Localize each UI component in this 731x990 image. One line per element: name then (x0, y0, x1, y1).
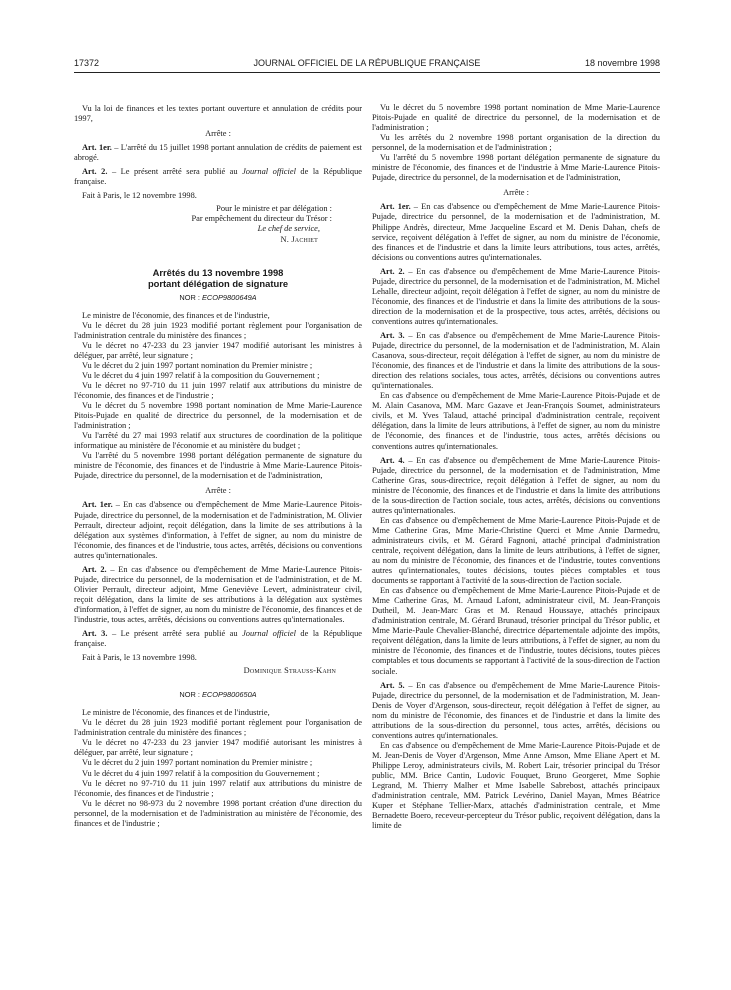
article-label: Art. 1er. (82, 143, 112, 153)
paragraph: Vu l'arrêté du 27 mai 1993 relatif aux structures de coordination de la politique informatique au ministère de l'économie et au ministère du budget ; (74, 431, 362, 451)
article-4 (372, 456, 660, 516)
paragraph: Vu le décret no 97-710 du 11 juin 1997 relatif aux attributions du ministre de l'économie, des finances et de l'industrie ; (74, 778, 362, 798)
journal-name: Journal officiel (242, 167, 296, 177)
nor-reference (74, 293, 362, 303)
signatory-name: N. Jachiet (280, 234, 318, 244)
article-text: – En cas d'absence ou d'empêchement de Mme Marie-Laurence Pitois-Pujade, directrice du personnel, de la modernisation et de l'administration, Mme Catherine Gras, sous-directrice, reçoit délégation à l'effet de signer, au nom du ministre de l'économie, des finances et de l'industrie et dans la limite des attributions de la sous-direction de l'action sociale, tous actes, arrêtés, décisions ou conventions autres qu'internationales. (372, 455, 660, 515)
paragraph: Vu le décret no 47-233 du 23 janvier 1947 modifié autorisant les ministres à déléguer, par arrêté, leur signature ; (74, 340, 362, 360)
article-1 (74, 500, 362, 560)
article-label: Art. 2. (380, 266, 405, 276)
journal-title: JOURNAL OFFICIEL DE LA RÉPUBLIQUE FRANÇAISE (253, 58, 481, 68)
heading-line: Arrêtés du 13 novembre 1998 (152, 266, 284, 278)
article-label: Art. 4. (380, 455, 405, 465)
article-text: – En cas d'absence ou d'empêchement de Mme Marie-Laurence Pitois-Pujade, directrice du personnel, de la modernisation et de l'administration, M. Olivier Perrault, directeur adjoint, reçoit délégation, dans la limite de ses attributions à la délégation aux systèmes d'information, à l'effet de signer, au nom du ministre de l'économie, des finances et de l'industrie, tous actes, arrêtés, décisions ou conventions autres qu'internationales. (74, 500, 363, 560)
article-text: – En cas d'absence ou d'empêchement de Mme Marie-Laurence Pitois-Pujade, directrice du personnel, de la modernisation et de l'administration, et de M. Olivier Perrault, directeur adjoint, Mme Geneviève Levert, administrateur civil, reçoit délégation, dans la limite de ses attributions à la délégation aux systèmes d'information, à l'effet de signer, au nom du ministre de l'économie, des finances et de l'industrie, tous actes, arrêtés, décisions ou conventions autres qu'internationales. (74, 564, 362, 624)
article-1 (372, 202, 660, 262)
paragraph: Vu le décret no 97-710 du 11 juin 1997 relatif aux attributions du ministre de l'économie, des finances et de l'industrie ; (74, 380, 362, 400)
nor-label: NOR : (179, 292, 202, 302)
signature-title: Le chef de service, (257, 224, 320, 234)
article-2 (74, 167, 362, 187)
article-label: Art. 1er. (82, 500, 113, 510)
nor-code: ECOP9800649A (201, 292, 257, 302)
article-label: Art. 3. (82, 629, 108, 639)
signature-block (74, 204, 362, 244)
article-1 (74, 143, 362, 163)
nor-label: NOR : (179, 690, 202, 700)
fait-a-paris: Fait à Paris, le 12 novembre 1998. (82, 191, 197, 201)
nor-reference (74, 690, 362, 700)
paragraph: Vu l'arrêté du 5 novembre 1998 portant délégation permanente de signature du ministre de l'économie, des finances et de l'industrie à Mme Marie-Laurence Pitois-Pujade, directrice du personnel, de la modernisation et de l'administration, (372, 153, 660, 183)
section-heading (74, 267, 362, 289)
article-2 (74, 565, 362, 625)
article-text: de la République française. (74, 167, 362, 187)
arrete-label: Arrête : (205, 486, 231, 496)
paragraph: Vu le décret du 28 juin 1923 modifié portant règlement pour l'organisation de l'administration centrale du ministère des finances ; (74, 320, 362, 340)
heading-line: portant délégation de signature (147, 277, 289, 289)
article-2 (372, 267, 660, 327)
nor-code: ECOP9800650A (201, 690, 257, 700)
paragraph: Vu les arrêtés du 2 novembre 1998 portant organisation de la direction du personnel, de la modernisation et de l'administration ; (372, 133, 660, 153)
paragraph: Vu le décret du 5 novembre 1998 portant nomination de Mme Marie-Laurence Pitois-Pujade en qualité de directrice du personnel, de la modernisation et de l'administration ; (372, 103, 660, 133)
paragraph: Le ministre de l'économie, des finances et de l'industrie, (82, 310, 270, 320)
article-text: – Le présent arrêté sera publié au (107, 629, 243, 639)
article-label: Art. 2. (82, 564, 107, 574)
page-header (74, 58, 660, 72)
article-label: Art. 2. (82, 167, 108, 177)
paragraph: Vu le décret du 4 juin 1997 relatif à la composition du Gouvernement ; (82, 768, 320, 778)
article-3 (372, 331, 660, 391)
arrete-label: Arrête : (503, 188, 529, 198)
paragraph: Vu le décret du 5 novembre 1998 portant nomination de Mme Marie-Laurence Pitois-Pujade en qualité de directrice du personnel, de la modernisation et de l'administration ; (74, 401, 362, 431)
arrete-label: Arrête : (205, 129, 231, 139)
paragraph: En cas d'absence ou d'empêchement de Mme Marie-Laurence Pitois-Pujade et de M. Jean-Denis de Voyer d'Argenson, Mme Anne Amson, Mme Eliane Apert et M. Philippe Leroy, administrateurs civils, M. Robert Lair, trésorier principal du Trésor public, MM. Brice Cantin, Ludovic Fouquet, Bruno Georgeret, Mme Sophie Legrand, M. Thierry Malher et Mme Isabelle Sabrebost, attachés principaux d'administration centrale, MM. Patrick Levérino, Daniel Mayan, Mmes Béatrice Kuper et Stéphane Tellier-Marx, attachés d'administration centrale, et Mme Bernadette Boero, receveur-percepteur du Trésor public, reçoivent délégation, dans la limite de (372, 740, 660, 831)
header-rule (74, 72, 660, 73)
paragraph: Vu la loi de finances et les textes portant ouverture et annulation de crédits pour 1997, (74, 104, 362, 124)
paragraph: En cas d'absence ou d'empêchement de Mme Marie-Laurence Pitois-Pujade et de Mme Catherine Gras, Mme Marie-Christine Querci et Mme Annie Darmedru, administrateurs civils, et M. Gérard Fagnoni, attaché principal d'administration centrale, reçoivent délégation, dans la limite de leurs attributions, à l'effet de signer, au nom du ministre de l'économie, des finances et de l'industrie, toutes conventions autres qu'internationales, toutes décisions, toutes pièces comptables et tous documents se rapportant à l'activité de la sous-direction de l'action sociale. (372, 515, 660, 586)
article-text: – En cas d'absence ou d'empêchement de Mme Marie-Laurence Pitois-Pujade, directrice du personnel, de la modernisation et de l'administration, M. Alain Casanova, sous-directeur, reçoit délégation à l'effet de signer, au nom du ministre de l'économie, des finances et de l'industrie et dans la limite des attributions de la sous-direction des relations sociales, tous actes, arrêtés, décisions ou conventions autres qu'internationales. (372, 330, 660, 391)
article-text: – En cas d'absence ou d'empêchement de Mme Marie-Laurence Pitois-Pujade, directrice du personnel, de la modernisation et de l'administration, M. Jean-Denis de Voyer d'Argenson, sous-directeur, reçoit délégation à l'effet de signer, au nom du ministre de l'économie, des finances et de l'industrie et dans la limite des attributions de la sous-direction du personnel, tous actes, arrêtés, décisions ou conventions autres qu'internationales. (372, 680, 660, 740)
paragraph: Vu le décret du 2 juin 1997 portant nomination du Premier ministre ; (82, 758, 313, 768)
paragraph: Vu le décret du 4 juin 1997 relatif à la composition du Gouvernement ; (82, 370, 320, 380)
paragraph: Vu l'arrêté du 5 novembre 1998 portant délégation permanente de signature du ministre de l'économie, des finances et de l'industrie à Mme Marie-Laurence Pitois-Pujade, directrice du personnel, de la modernisation et de l'administration, (74, 451, 362, 481)
article-label: Art. 5. (380, 680, 405, 690)
article-text: – Le présent arrêté sera publié au (107, 167, 243, 177)
article-text: de la République française. (74, 629, 362, 649)
paragraph: Vu le décret du 2 juin 1997 portant nomination du Premier ministre ; (82, 360, 313, 370)
fait-a-paris: Fait à Paris, le 13 novembre 1998. (82, 653, 197, 663)
paragraph: En cas d'absence ou d'empêchement de Mme Marie-Laurence Pitois-Pujade et de Mme Catherine Gras, M. Arnaud Lafont, administrateur civil, M. Jean-François Dutheil, M. Jean-Marc Gras et M. Renaud Houssaye, attachés principaux d'administration centrale, M. Gérard Brunaud, trésorier principal du Trésor public, et Mme Marie-Paule Chevalier-Blanché, directrice départementale adjointe des impôts, reçoivent délégation, dans la limite de leurs attributions, à l'effet de signer, au nom du ministre de l'économie, des finances et de l'industrie, toutes décisions, toutes pièces comptables et tous documents se rapportant à l'activité de la sous-direction de l'action sociale. (372, 586, 660, 676)
signature-line: Par empêchement du directeur du Trésor : (191, 214, 332, 224)
paragraph: Vu le décret no 47-233 du 23 janvier 1947 modifié autorisant les ministres à déléguer, par arrêté, leur signature ; (74, 738, 362, 758)
paragraph: En cas d'absence ou d'empêchement de Mme Marie-Laurence Pitois-Pujade et de M. Alain Casanova, MM. Marc Gazave et Jean-François Soumet, administrateurs civils, et M. Yves Talaud, attaché principal d'administration centrale, reçoivent délégation, dans la limite de leurs attributions, à l'effet de signer, au nom du ministre de l'économie, des finances et de l'industrie, tous actes, arrêtés décisions ou conventions autres qu'internationales. (372, 391, 660, 451)
article-text: – En cas d'absence ou d'empêchement de Mme Marie-Laurence Pitois-Pujade, directrice du personnel, de la modernisation et de l'administration, M. Michel Lehalle, directeur adjoint, reçoit délégation à l'effet de signer, au nom du ministre de l'économie, des finances et de l'industrie et dans la limite des attributions de la sous-direction de la modernisation et de la prospective, tous actes, arrêtés, décisions ou conventions autres qu'internationales. (372, 266, 660, 326)
signatory-name: Dominique Strauss-Kahn (243, 666, 336, 676)
article-3 (74, 629, 362, 649)
article-text: – En cas d'absence ou d'empêchement de Mme Marie-Laurence Pitois-Pujade, directrice du personnel, de la modernisation et de l'administration, M. Philippe Andrès, directeur, Mme Jacqueline Escard et M. Denis Dahan, chefs de service, reçoivent délégation à l'effet de signer, au nom du ministre de l'économie, des finances et de l'industrie et dans la limite leurs attributions, tous actes, arrêtés, décisions ou conventions autres qu'internationales. (372, 202, 661, 262)
paragraph: Vu le décret no 98-973 du 2 novembre 1998 portant création d'une direction du personnel, de la modernisation et de l'administration au ministère de l'économie, des finances et de l'industrie ; (74, 798, 362, 828)
paragraph: Le ministre de l'économie, des finances et de l'industrie, (82, 708, 270, 718)
issue-date: 18 novembre 1998 (584, 58, 660, 68)
right-column (372, 103, 660, 831)
journal-name: Journal officiel (242, 629, 296, 639)
left-column (74, 104, 362, 829)
paragraph: Vu le décret du 28 juin 1923 modifié portant règlement pour l'organisation de l'administration centrale du ministère des finances ; (74, 718, 362, 738)
article-label: Art. 3. (380, 330, 405, 340)
article-label: Art. 1er. (380, 202, 411, 212)
page-number: 17372 (74, 58, 100, 68)
article-5 (372, 681, 660, 741)
article-text: – L'arrêté du 15 juillet 1998 portant annulation de crédits de paiement est abrogé. (74, 143, 362, 163)
signature-line: Pour le ministre et par délégation : (216, 204, 332, 214)
